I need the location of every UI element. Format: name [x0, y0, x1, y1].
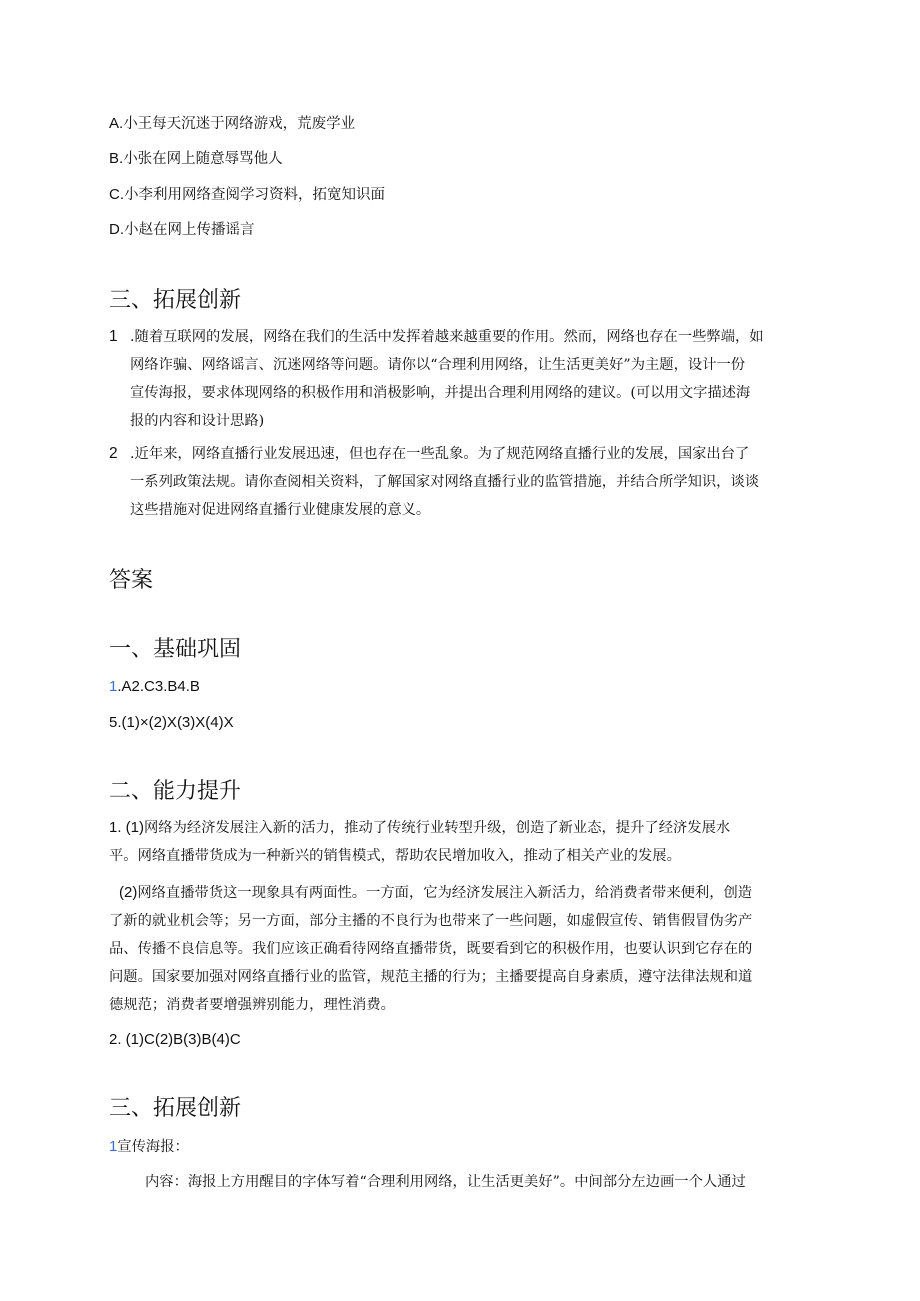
- answer-line: 内容：海报上方用醒目的字体写着“合理利用网络，让生活更美好”。中间部分左边画一个人通过: [145, 1174, 746, 1190]
- answer-line: 2. (1)C(2)B(3)B(4)C: [109, 1031, 241, 1048]
- section-heading: 一、基础巩固: [109, 637, 242, 662]
- question-2: [130, 440, 759, 524]
- answer-line: [109, 814, 730, 842]
- question-line: 报的内容和设计思路): [130, 413, 265, 429]
- option-text: 小张在网上随意辱骂他人: [123, 151, 283, 167]
- question-number: 2: [109, 445, 118, 462]
- option-letter: A.: [109, 115, 124, 132]
- answer-number: 1: [109, 678, 118, 695]
- answer-paragraph: [109, 879, 752, 1019]
- answer-line: 品、传播不良信息等。我们应该正确看待网络直播带货，既要看到它的积极作用，也要认识到它存在的: [109, 941, 753, 957]
- answer-line: [109, 1136, 189, 1156]
- option-text: 小李利用网络查阅学习资料，拓宽知识面: [124, 187, 385, 203]
- option-letter: D.: [109, 221, 124, 238]
- answer-text: 网络直播带货这一现象具有两面性。一方面，它为经济发展注入新活力，给消费者带来便利，创造: [137, 885, 753, 901]
- section-heading: 三、拓展创新: [109, 288, 242, 313]
- answer-text: 网络为经济发展注入新的活力，推动了传统行业转型升级，创造了新业态，提升了经济发展水: [144, 820, 731, 836]
- section-heading: 二、能力提升: [109, 779, 242, 804]
- answers-title: 答案: [109, 568, 154, 593]
- question-line: 一系列政策法规。请你查阅相关资料，了解国家对网络直播行业的监管措施，并结合所学知识，谈谈: [130, 474, 760, 490]
- option-text: 小赵在网上传播谣言: [124, 222, 255, 238]
- option-d: [109, 218, 255, 239]
- answer-line: 问题。国家要加强对网络直播行业的监管，规范主播的行为；主播要提高自身素质，遵守法律法规和道: [109, 969, 753, 985]
- question-line: 网络诈骗、网络谣言、沉迷网络等问题。请你以“合理利用网络，让生活更美好”为主题，设计一份: [130, 357, 746, 373]
- option-text: 小王每天沉迷于网络游戏，荒废学业: [123, 116, 356, 132]
- question-number: 1: [109, 328, 118, 345]
- answer-text: 宣传海报：: [117, 1139, 189, 1155]
- option-letter: B.: [109, 150, 124, 167]
- answer-prefix: 1. (1): [109, 819, 145, 836]
- answer-text: .A2.C3.B4.B: [117, 678, 200, 695]
- answer-line: [109, 879, 752, 907]
- answer-line: 德规范；消费者要增强辨别能力，理性消费。: [109, 997, 395, 1013]
- answer-line: 平。网络直播带货成为一种新兴的销售模式，帮助农民增加收入，推动了相关产业的发展。: [109, 848, 681, 864]
- section-heading: 三、拓展创新: [109, 1096, 242, 1121]
- answer-prefix: (2): [119, 884, 138, 901]
- answer-paragraph: [109, 814, 730, 870]
- question-line: 这些措施对促进网络直播行业健康发展的意义。: [130, 502, 431, 518]
- option-c: [109, 183, 385, 204]
- answer-number: 1: [109, 1138, 118, 1155]
- option-a: [109, 112, 355, 133]
- option-letter: C.: [109, 186, 124, 203]
- question-1: [130, 323, 764, 435]
- question-line: 宣传海报，要求体现网络的积极作用和消极影响，并提出合理利用网络的建议。(可以用文字描述海: [130, 385, 751, 401]
- answer-line: 了新的就业机会等；另一方面，部分主播的不良行为也带来了一些问题，如虚假宣传、销售假冒伪劣产: [109, 913, 753, 929]
- question-line: .近年来，网络直播行业发展迅速，但也存在一些乱象。为了规范网络直播行业的发展，国家出台了: [130, 446, 750, 462]
- answer-line: [109, 678, 200, 695]
- question-line: .随着互联网的发展，网络在我们的生活中发挥着越来越重要的作用。然而，网络也存在一些弊端，如: [130, 329, 764, 345]
- option-b: [109, 147, 283, 168]
- answer-line: 5.(1)×(2)X(3)X(4)X: [109, 714, 234, 731]
